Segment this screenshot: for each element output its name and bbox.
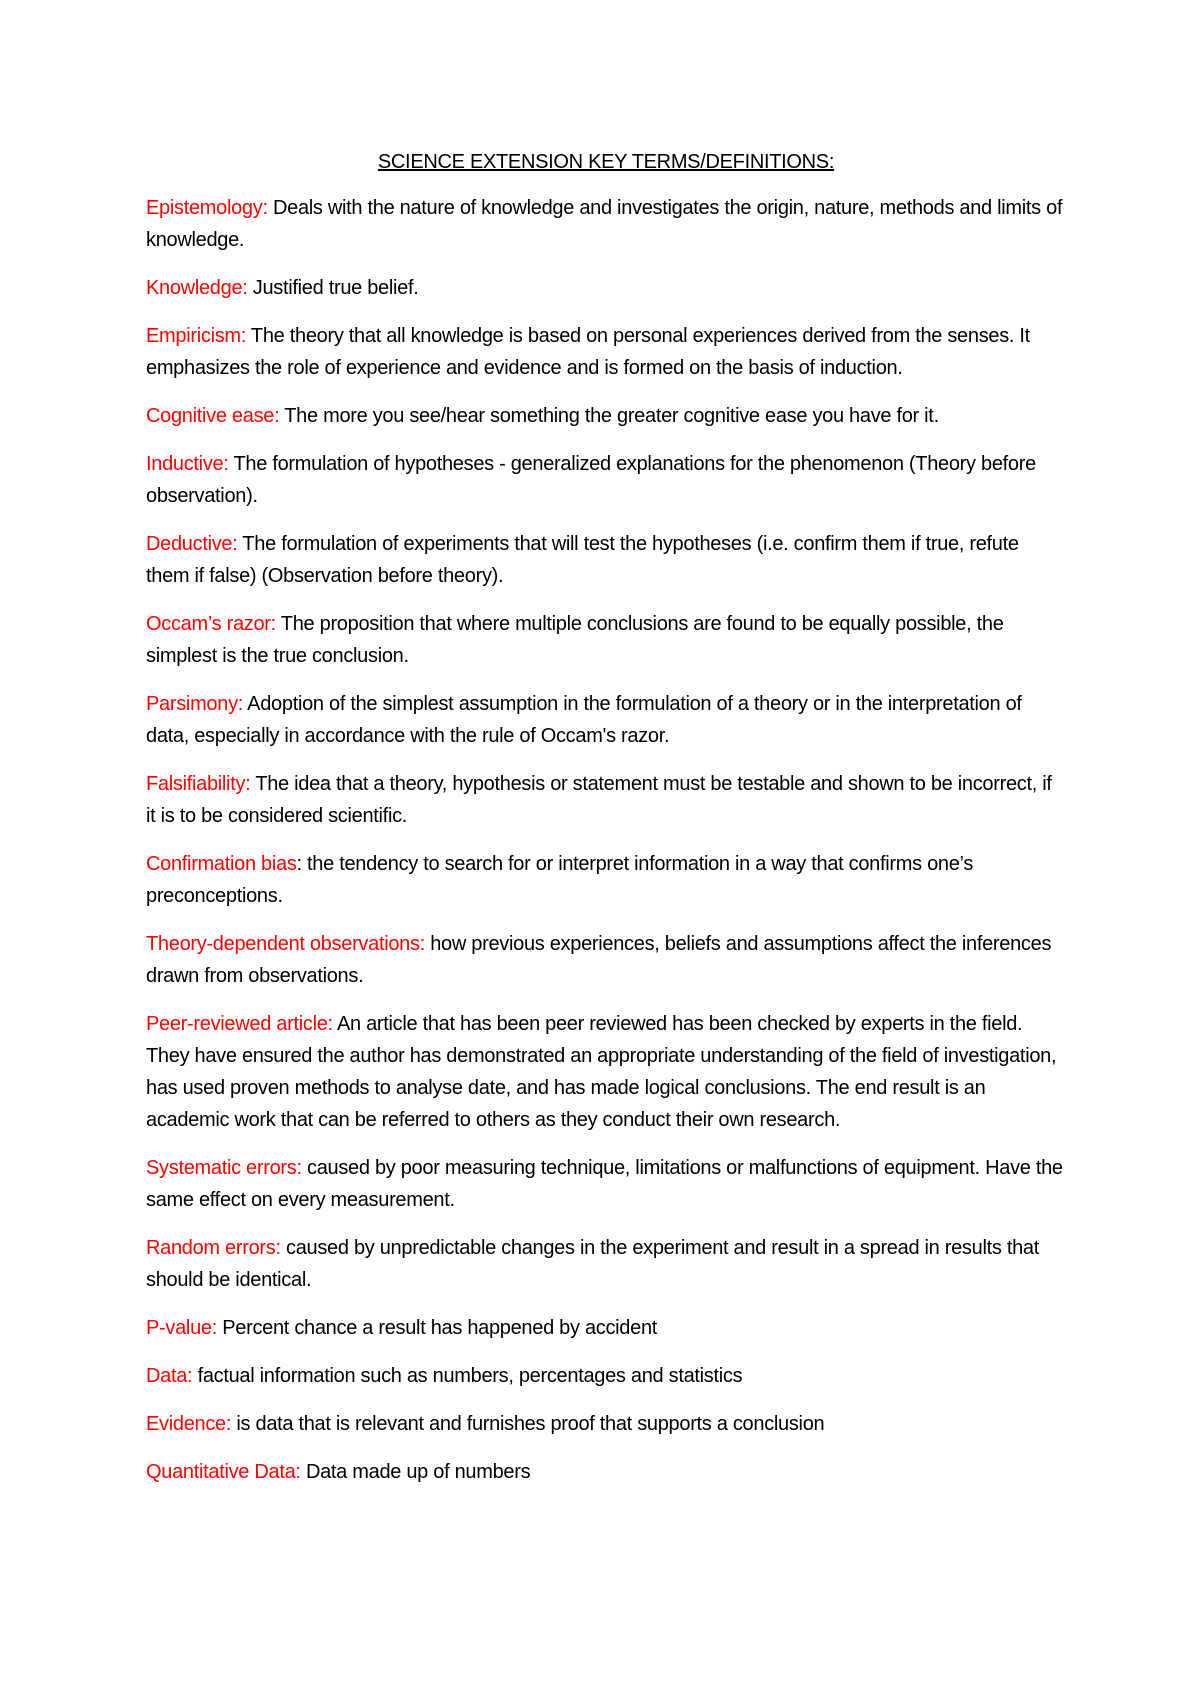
definition-text: Percent chance a result has happened by accident: [216, 1317, 658, 1339]
entry-data: [146, 1360, 1066, 1392]
entry-occams-razor: [146, 608, 1066, 672]
definition-text: : the tendency to search for or interpret information in a way that confirms one’s preconceptions.: [146, 853, 974, 907]
term-label: Peer-reviewed article:: [146, 1013, 333, 1035]
term-label: Empiricism:: [146, 325, 247, 347]
document-title: SCIENCE EXTENSION KEY TERMS/DEFINITIONS:: [377, 151, 835, 173]
term-label: Random errors:: [146, 1237, 281, 1259]
term-label: Cognitive ease:: [146, 405, 280, 427]
term-label: P-value:: [146, 1317, 217, 1339]
entry-theory-dependent-observations: [146, 928, 1066, 992]
term-label: Systematic errors:: [146, 1157, 302, 1179]
definition-text: The formulation of hypotheses - generalized explanations for the phenomenon (Theory before observation).: [146, 453, 1036, 507]
definition-text: Deals with the nature of knowledge and investigates the origin, nature, methods and limits of knowledge.: [146, 197, 1063, 251]
entry-p-value: [146, 1312, 1066, 1344]
term-label: Theory-dependent observations:: [146, 933, 425, 955]
entry-quantitative-data: [146, 1456, 1066, 1488]
entry-confirmation-bias: [146, 848, 1066, 912]
term-label: Parsimony:: [146, 693, 244, 715]
definition-text: factual information such as numbers, percentages and statistics: [192, 1365, 743, 1387]
term-label: Epistemology:: [146, 197, 268, 219]
term-label: Evidence:: [146, 1413, 232, 1435]
entry-peer-reviewed-article: [146, 1008, 1066, 1136]
definition-text: Data made up of numbers: [300, 1461, 531, 1483]
document-page: [146, 148, 1066, 1504]
entry-random-errors: [146, 1232, 1066, 1296]
term-label: Occam’s razor:: [146, 613, 276, 635]
term-label: Inductive:: [146, 453, 229, 475]
term-label: Knowledge:: [146, 277, 248, 299]
definition-text: An article that has been peer reviewed has been checked by experts in the field. They have ensured the author has demonstrated an appropriate understanding of the field of investigation, has used proven methods to analyse date, and has made logical conclusions. The end result is an academic work that can be referred to others as they conduct their own research.: [146, 1013, 1057, 1131]
definition-text: caused by poor measuring technique, limitations or malfunctions of equipment. Have the same effect on every measurement.: [146, 1157, 1063, 1211]
term-label: Falsifiability:: [146, 773, 251, 795]
definition-text: Adoption of the simplest assumption in the formulation of a theory or in the interpretation of data, especially in accordance with the rule of Occam's razor.: [146, 693, 1022, 747]
definition-text: The formulation of experiments that will test the hypotheses (i.e. confirm them if true, refute them if false) (Observation before theory).: [146, 533, 1019, 587]
definition-text: is data that is relevant and furnishes proof that supports a conclusion: [231, 1413, 825, 1435]
entry-falsifiability: [146, 768, 1066, 832]
definition-text: The more you see/hear something the greater cognitive ease you have for it.: [279, 405, 939, 427]
entry-deductive: [146, 528, 1066, 592]
entry-systematic-errors: [146, 1152, 1066, 1216]
entry-inductive: [146, 448, 1066, 512]
entry-empiricism: [146, 320, 1066, 384]
definition-text: Justified true belief.: [247, 277, 419, 299]
entry-cognitive-ease: [146, 400, 1066, 432]
term-label: Deductive:: [146, 533, 238, 555]
definition-text: how previous experiences, beliefs and assumptions affect the inferences drawn from observations.: [146, 933, 1052, 987]
definition-text: The idea that a theory, hypothesis or statement must be testable and shown to be incorrect, if it is to be considered scientific.: [146, 773, 1052, 827]
term-label: Data:: [146, 1365, 193, 1387]
entry-knowledge: [146, 272, 1066, 304]
term-label: Quantitative Data:: [146, 1461, 301, 1483]
definition-text: The proposition that where multiple conclusions are found to be equally possible, the simplest is the true conclusion.: [146, 613, 1004, 667]
definition-text: The theory that all knowledge is based on personal experiences derived from the senses. It emphasizes the role of experience and evidence and is formed on the basis of induction.: [146, 325, 1030, 379]
term-label: Confirmation bias: [146, 853, 297, 875]
entry-epistemology: [146, 192, 1066, 256]
entry-parsimony: [146, 688, 1066, 752]
definition-text: caused by unpredictable changes in the experiment and result in a spread in results that should be identical.: [146, 1237, 1039, 1291]
entry-evidence: [146, 1408, 1066, 1440]
